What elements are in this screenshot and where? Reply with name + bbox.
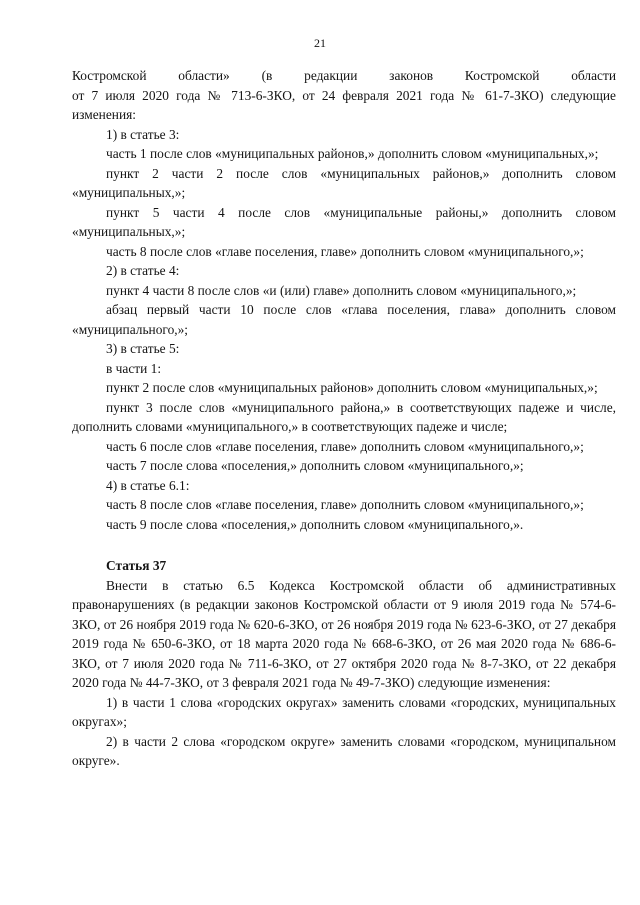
paragraph: часть 7 после слова «поселения,» дополнить словом «муниципального,»; [106,458,524,473]
paragraph: часть 1 после слов «муниципальных районов,» дополнить словом «муниципальных,»; [106,146,599,161]
paragraph: пункт 5 части 4 после слов «муниципальные районы,» дополнить словом «муниципальных,»; [72,204,616,239]
amendment-list [72,66,616,534]
paragraph: 4) в статье 6.1: [106,477,190,493]
article-paragraph: Внести в статью 6.5 Кодекса Костромской области об административных правонарушениях (в редакции законов Костромской области от 9 июля 2019 года № 574-6-ЗКО, от 26 ноября 2019 года № 620-6-ЗКО, от 26 ноября 2019 года № 623-6-ЗКО, от 27 декабря 2019 года № 650-6-ЗКО, от 18 марта 2020 года № 668-6-ЗКО, от 26 мая 2020 года № 686-6-ЗКО, от 7 июля 2020 года № 711-6-ЗКО, от 27 октября 2020 года № 8-7-ЗКО, от 22 декабря 2020 года № 44-7-ЗКО, от 3 февраля 2021 года № 49-7-ЗКО) следующие изменения: [72,577,616,690]
paragraph: часть 8 после слов «главе поселения, главе» дополнить словом «муниципального,»; [106,497,584,512]
paragraph: 1) в статье 3: [106,126,180,142]
paragraph: 3) в статье 5: [106,341,180,356]
paragraph: пункт 2 части 2 после слов «муниципальных районов,» дополнить словом «муниципальных,»; [72,165,616,200]
paragraph: от 7 июля 2020 года № 713-6-ЗКО, от 24 февраля 2021 года № 61-7-ЗКО) следующие изменения: [72,87,616,122]
article-37-body [72,576,616,771]
paragraph: Костромской области» (в редакции законов Костромской области [72,68,616,83]
paragraph: часть 9 после слова «поселения,» дополнить словом «муниципального,». [106,516,524,532]
paragraph: пункт 2 после слов «муниципальных районов» дополнить словом «муниципальных,»; [106,380,598,395]
paragraph: абзац первый части 10 после слов «глава поселения, глава» дополнить словом «муниципального,»; [72,302,616,337]
paragraph: пункт 3 после слов «муниципального района,» в соответствующих падеже и числе, дополнить словами «муниципального,» в соответствующих падеже и числе; [72,399,616,434]
paragraph: в части 1: [106,360,162,376]
page-number: 21 [314,36,326,50]
paragraph: пункт 4 части 8 после слов «и (или) главе» дополнить словом «муниципального,»; [106,282,577,298]
paragraph: часть 6 после слов «главе поселения, главе» дополнить словом «муниципального,»; [106,438,584,454]
article-paragraph: 1) в части 1 слова «городских округах» заменить словами «городских, муниципальных округах»; [72,694,616,729]
document-body [72,66,616,771]
paragraph: часть 8 после слов «главе поселения, главе» дополнить словом «муниципального,»; [106,243,584,259]
article-title: Статья 37 [106,558,167,573]
article-paragraph: 2) в части 2 слова «городском округе» заменить словами «городском, муниципальном округе». [72,733,616,768]
paragraph: 2) в статье 4: [106,263,180,278]
